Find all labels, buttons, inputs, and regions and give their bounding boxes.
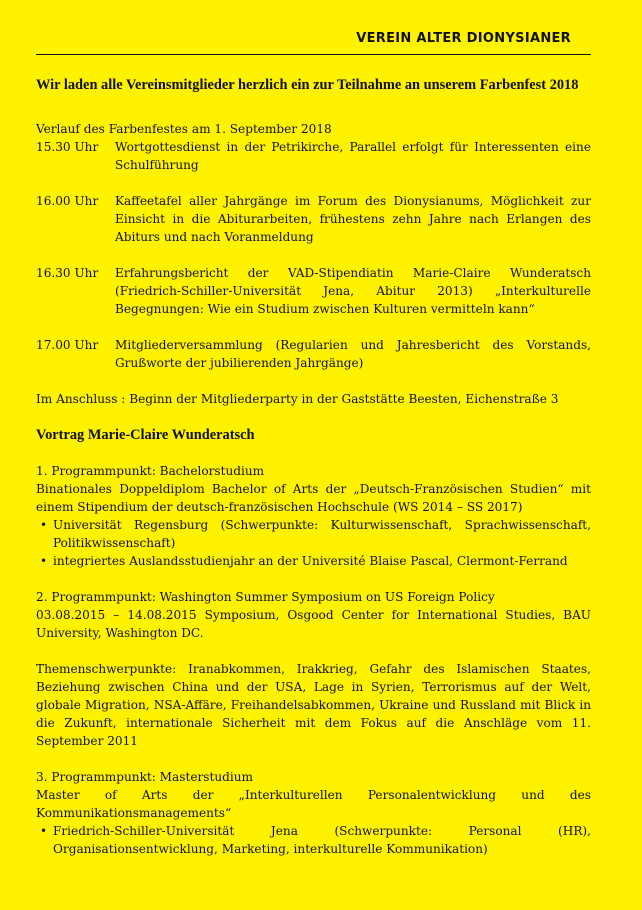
schedule-description: Wortgottesdienst in der Petrikirche, Parallel erfolgt für Interessenten eine Schulführung bbox=[115, 140, 591, 172]
list-item: • Universität Regensburg (Schwerpunkte: Kulturwissenschaft, Sprachwissenschaft, Politikwissenschaft) bbox=[36, 516, 591, 552]
schedule-description: Erfahrungsbericht der VAD-Stipendiatin Marie-Claire Wunderatsch (Friedrich-Schiller-Universität Jena, Abitur 2013) „Interkulturelle Begegnungen: Wie ein Studium zwischen Kulturen vermitteln kann“ bbox=[115, 266, 591, 316]
invitation-heading: Wir laden alle Vereinsmitglieder herzlich ein zur Teilnahme an unserem Farbenfest 2018 bbox=[36, 77, 579, 93]
program-point-text: 03.08.2015 – 14.08.2015 Symposium, Osgood Center for International Studies, BAU University, Washington DC. bbox=[36, 608, 591, 640]
schedule-time: 16.00 Uhr bbox=[36, 194, 99, 208]
list-item: • integriertes Auslandsstudienjahr an der Université Blaise Pascal, Clermont-Ferrand bbox=[36, 552, 591, 570]
organization-header: VEREIN ALTER DIONYSIANER bbox=[356, 31, 571, 46]
list-item: • Friedrich-Schiller-Universität Jena (Schwerpunkte: Personal (HR), Organisationsentwicklung, Marketing, interkulturelle Kommunikation) bbox=[36, 822, 591, 858]
schedule-item bbox=[36, 138, 591, 174]
schedule-item bbox=[36, 336, 591, 372]
bullet-list bbox=[36, 822, 591, 858]
schedule-item bbox=[36, 264, 591, 318]
topics-paragraph: Themenschwerpunkte: Iranabkommen, Irakkrieg, Gefahr des Islamischen Staates, Beziehung zwischen China und der USA, Lage in Syrien, Terrorismus auf der Welt, globale Migration, NSA-Affäre, Freihandelsabkommen, Ukraine und Russland mit Blick in die Zukunft, internationale Sicherheit mit dem Fokus auf die Anschläge vom 11. September 2011 bbox=[36, 662, 591, 748]
header-divider bbox=[36, 54, 591, 55]
document-body bbox=[36, 120, 591, 858]
schedule-description: Kaffeetafel aller Jahrgänge im Forum des Dionysianums, Möglichkeit zur Einsicht in die Abiturarbeiten, frühestens zehn Jahre nach Erlangen des Abiturs und nach Voranmeldung bbox=[115, 194, 591, 244]
program-point-heading: 2. Programmpunkt: Washington Summer Symposium on US Foreign Policy bbox=[36, 590, 495, 604]
schedule-description: Mitgliederversammlung (Regularien und Jahresbericht des Vorstands, Grußworte der jubilierenden Jahrgänge) bbox=[115, 338, 591, 370]
schedule-item bbox=[36, 192, 591, 246]
schedule-title: Verlauf des Farbenfestes am 1. September 2018 bbox=[36, 122, 332, 136]
program-point-heading: 3. Programmpunkt: Masterstudium bbox=[36, 770, 253, 784]
bullet-list bbox=[36, 516, 591, 570]
schedule-time: 16.30 Uhr bbox=[36, 266, 99, 280]
program-point-heading: 1. Programmpunkt: Bachelorstudium bbox=[36, 464, 265, 478]
program-point-text: Master of Arts der „Interkulturellen Personalentwicklung und des Kommunikationsmanagements“ bbox=[36, 788, 591, 820]
talk-title: Vortrag Marie-Claire Wunderatsch bbox=[36, 427, 255, 443]
schedule-time: 15.30 Uhr bbox=[36, 140, 99, 154]
program-point-text: Binationales Doppeldiplom Bachelor of Arts der „Deutsch-Französischen Studien“ mit einem Stipendium der deutsch-französischen Hochschule (WS 2014 – SS 2017) bbox=[36, 482, 591, 514]
after-event-note: Im Anschluss : Beginn der Mitgliederparty in der Gaststätte Beesten, Eichenstraße 3 bbox=[36, 392, 559, 406]
schedule-time: 17.00 Uhr bbox=[36, 338, 99, 352]
